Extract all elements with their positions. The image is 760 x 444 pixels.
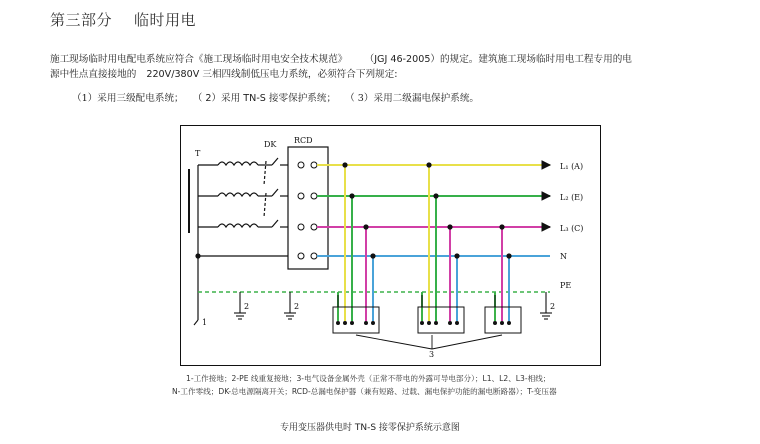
- drops-equipment-2: [422, 165, 457, 321]
- list-item: （ 2）采用 TN-S 接零保护系统；: [192, 93, 337, 104]
- requirement-list: [72, 90, 485, 104]
- label-1: 1: [202, 318, 208, 327]
- label-2-c: 2: [550, 302, 556, 311]
- label-l3: L₃ (C): [560, 224, 584, 233]
- label-dk: DK: [264, 140, 277, 149]
- label-n: N: [560, 252, 567, 261]
- drops-equipment-1: [338, 165, 373, 321]
- legend-line-2: N-工作零线；DK-总电源隔离开关；RCD-总漏电保护器（兼有短路、过载、漏电保护功能的漏电断路器）；T-变压器: [172, 387, 557, 396]
- label-2-b: 2: [294, 302, 300, 311]
- callout-3: [356, 335, 502, 349]
- paragraph-text-2a: 源中性点直接接地的: [50, 69, 137, 80]
- intro-paragraph: [50, 52, 730, 82]
- label-3: 3: [429, 350, 435, 359]
- paragraph-text-1a: 施工现场临时用电配电系统应符合《施工现场临时用电安全技术规范》: [50, 54, 348, 65]
- tn-s-diagram: [180, 125, 601, 366]
- label-l1: L₁ (A): [560, 162, 584, 171]
- label-l2: L₂ (E): [560, 193, 584, 202]
- paragraph-line-2: [50, 67, 730, 82]
- section-heading: [50, 9, 196, 30]
- dk-switch: [264, 158, 288, 227]
- label-rcd: RCD: [294, 136, 313, 145]
- rcd-terminals: [298, 162, 317, 259]
- paragraph-text-1b: （JGJ 46-2005）的规定。建筑施工现场临时用电工程专用的电: [369, 54, 632, 65]
- paragraph-text-2b: 220V/380V 三相四线制低压电力系统，必须符合下列规定:: [146, 69, 398, 80]
- section-part: 第三部分: [50, 11, 113, 29]
- junction-dots: [195, 162, 511, 258]
- list-item: （1）采用三级配电系统；: [72, 93, 184, 104]
- paragraph-line-1: [50, 52, 730, 67]
- label-pe: PE: [560, 281, 572, 290]
- label-2-a: 2: [244, 302, 250, 311]
- legend-line-1: 1-工作接地；2-PE 线重复接地；3-电气设备金属外壳（正常不带电的外露可导电部分）；L1、L2、L3-相线；: [186, 374, 551, 383]
- figure-caption: 专用变压器供电时 TN-S 接零保护系统示意图: [280, 423, 460, 433]
- transformer-coils: [198, 162, 288, 256]
- section-title: 临时用电: [134, 11, 197, 29]
- list-item: （ 3）采用二级漏电保护系统。: [345, 93, 480, 104]
- line-arrows: [542, 161, 550, 231]
- equipment-casings: [333, 295, 521, 333]
- label-t: T: [195, 149, 201, 158]
